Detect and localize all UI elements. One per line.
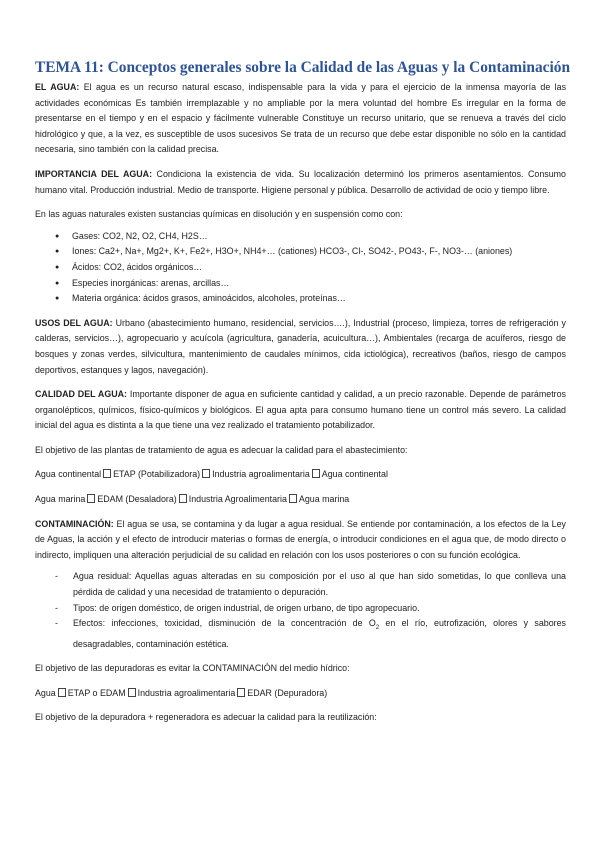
arrow-icon	[128, 688, 136, 697]
calidad-text: Importante disponer de agua en suficiente cantidad y calidad, a un precio razonable. Depende de parámetros organolépticos, químicos, físico-químicos y biológicos. El agua apta para consumo humano tiene un control más severo. La calidad inicial del agua es distinta a la que tiene una vez realizado el tratamiento potabilizador.	[35, 389, 566, 431]
arrow-icon	[58, 688, 66, 697]
calidad-paragraph	[35, 387, 566, 434]
contaminacion-text: El agua se usa, se contamina y da lugar a agua residual. Se entiende por contaminación, a los efectos de la Ley de Aguas, la acción y el efecto de introducir materias o formas de energía, o introducir condiciones en el agua que, de modo directo o indirecto, impliquen una alteración perjudicial de su calidad en relación con los usos posteriores o con su función ecológica.	[35, 518, 566, 560]
flow-step: Agua marina	[298, 494, 350, 505]
importancia-text: Condiciona la existencia de vida. Su localización determinó los primeros asentamientos. Consumo humano vital. Producción industrial. Medio de transporte. Higiene personal y pública. Desarrollo de actividad de ocio y tiempo libre.	[35, 168, 566, 195]
list-item	[35, 616, 566, 652]
flow-step: Industria agroalimentaria	[137, 687, 236, 698]
flow-step: Industria Agroalimentaria	[188, 494, 287, 505]
objetivo-plantas: El objetivo de las plantas de tratamiento de agua es adecuar la calidad para el abastecimiento:	[35, 444, 408, 455]
arrow-icon	[289, 494, 297, 503]
arrow-icon	[179, 494, 187, 503]
objetivo-regeneradora: El objetivo de la depuradora + regeneradora es adecuar la calidad para la reutilización:	[35, 712, 377, 723]
flow-step: ETAP (Potabilizadora)	[113, 469, 201, 480]
agua-text: El agua es un recurso natural escaso, indispensable para la vida y para el ejercicio de la inmensa mayoría de las actividades económicas Es también irremplazable y no ampliable por la mera voluntad del hombre Es irregular en la forma de presentarse en el tiempo y en el espacio y fácilmente vulnerable Constituye un recurso unitario, que se renueva a través del ciclo hidrológico y que, a la vez, es susceptible de usos sucesivos Se trata de un recurso que debe estar disponible no sólo en la cantidad necesaria, sino también con la calidad precisa.	[35, 82, 567, 155]
flow-marina	[35, 492, 566, 508]
objetivo-depuradoras: El objetivo de las depuradoras es evitar la CONTAMINACIÓN del medio hídrico:	[35, 663, 350, 674]
importancia-label: IMPORTANCIA DEL AGUA:	[35, 168, 153, 179]
arrow-icon	[312, 469, 320, 478]
efectos-text-a: Efectos: infecciones, toxicidad, disminución de la concentración de O	[73, 618, 376, 629]
flow-step: Agua	[35, 687, 56, 698]
agua-label: EL AGUA:	[35, 82, 80, 92]
arrow-icon	[87, 494, 95, 503]
calidad-label: CALIDAD DEL AGUA:	[35, 389, 127, 400]
efectos-subscript: 2	[375, 625, 380, 631]
usos-label: USOS DEL AGUA:	[35, 317, 113, 328]
page-title: TEMA 11: Conceptos generales sobre la Calidad de las Aguas y la Contaminación	[35, 59, 571, 76]
flow-step: Industria agroalimentaria	[212, 469, 310, 480]
flow-depuradora	[35, 686, 566, 702]
list-item: ● Materia orgánica: ácidos grasos, aminoácidos, alcoholes, proteínas…	[35, 291, 566, 307]
list-item: ● Gases: CO2, N2, O2, CH4, H2S…	[35, 229, 566, 245]
list-item: - Tipos: de origen doméstico, de origen industrial, de origen urbano, de tipo agropecuario.	[35, 601, 566, 617]
document-page	[35, 58, 571, 726]
list-item: ● Iones: Ca2+, Na+, Mg2+, K+, Fe2+, H3O+, NH4+… (cationes) HCO3-, Cl-, SO42-, PO43-, F-, NO3-… (aniones)	[35, 244, 566, 260]
arrow-icon	[237, 688, 245, 697]
flow-step: EDAR (Depuradora)	[247, 687, 328, 698]
usos-text: Urbano (abastecimiento humano, residencial, servicios….), Industrial (proceso, limpieza, torres de refrigeración y calderas, servicios…), agropecuario y acuícola (agricultura, ganadería, acuicultura…), Ambientales (recarga de acuíferos, riesgo de bosques y zonas verdes, silvicultura, mantenimiento de caudales mínimos, cida ictiológica), recreativos (baños, riesgo de campos deportivos, estanques y lagos, navegación).	[35, 317, 566, 375]
list-item: - Agua residual: Aquellas aguas alteradas en su composición por el uso al que han sido sometidas, lo que conlleva una pérdida de calidad y una necesidad de tratamiento o depuración.	[35, 569, 566, 600]
agua-paragraph	[35, 80, 566, 158]
list-item: ● Especies inorgánicas: arenas, arcillas…	[35, 276, 566, 292]
flow-step: ETAP o EDAM	[67, 687, 126, 698]
efectos-text-b: en el río, eutrofización, olores y sabores desagradables, contaminación estética.	[73, 618, 566, 649]
usos-paragraph	[35, 316, 566, 378]
importancia-paragraph	[35, 167, 566, 198]
flow-step: Agua marina	[35, 494, 86, 505]
contaminacion-paragraph	[35, 517, 566, 564]
sustancias-list	[35, 229, 566, 307]
contaminacion-list	[35, 569, 566, 652]
arrow-icon	[103, 469, 111, 478]
flow-step: Agua continental	[321, 469, 388, 480]
sustancias-intro: En las aguas naturales existen sustancias químicas en disolución y en suspensión como con:	[35, 209, 403, 220]
flow-continental	[35, 467, 566, 483]
list-item: ● Ácidos: CO2, ácidos orgánicos…	[35, 260, 566, 276]
flow-step: EDAM (Desaladora)	[97, 494, 177, 505]
contaminacion-label: CONTAMINACIÓN:	[35, 518, 114, 529]
flow-step: Agua continental	[35, 469, 102, 480]
arrow-icon	[202, 469, 210, 478]
